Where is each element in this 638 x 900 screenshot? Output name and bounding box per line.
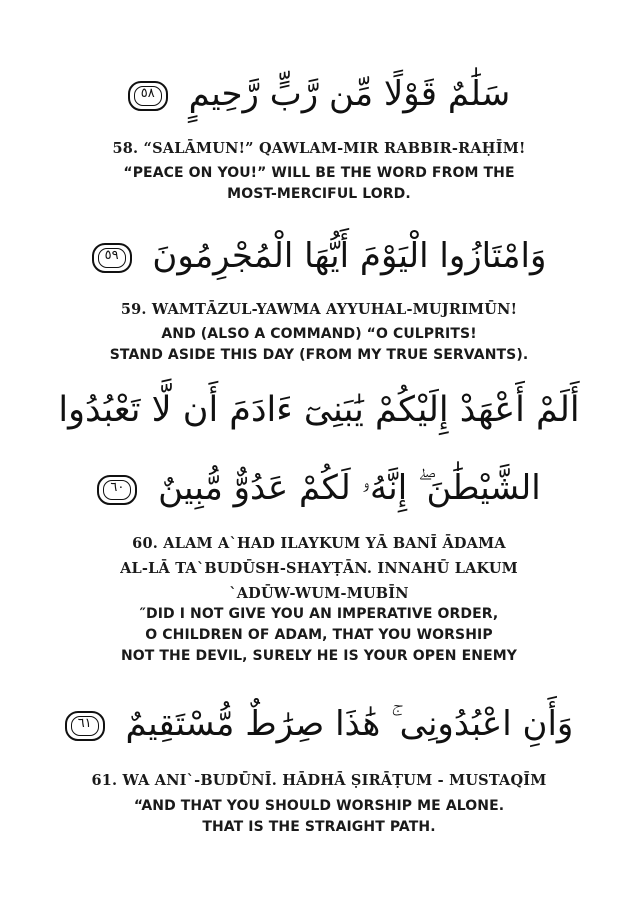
verse-59-arabic-text: وَامْتَازُوا الْيَوْمَ أَيُّهَا الْمُجْرِمُونَ: [152, 236, 547, 276]
translit-line: `ADŪW-WUM-MUBĪN: [229, 585, 409, 602]
verse-58-translation: [0, 163, 638, 205]
verse-61-arabic-text: وَأَنِ اعْبُدُونِى ۚ هَٰذَا صِرَٰطٌ مُّسْتَقِيمٌ: [125, 704, 574, 744]
verse-61: [0, 698, 638, 750]
translation-line: STAND ASIDE THIS DAY (FROM MY TRUE SERVANTS).: [109, 347, 529, 363]
translation-line: “AND THAT YOU SHOULD WORSHIP ME ALONE.: [133, 798, 505, 814]
verse-58-number: ٥٨: [140, 85, 155, 101]
verse-59-number: ٥٩: [104, 247, 119, 263]
translit-line: 59. WAMTĀZUL-YAWMA AYYUHAL-MUJRIMŪN!: [120, 301, 518, 318]
verse-60-arabic-text-1: أَلَمْ أَعْهَدْ إِلَيْكُمْ يَٰبَنِىٓ ءَادَمَ أَن لَّا تَعْبُدُوا: [58, 390, 580, 430]
verse-59-translation: [0, 324, 638, 366]
translit-line: 61. WA ANI`-BUDŪNĪ. HĀDHĀ ṢIRĀṬUM - MUSTAQĪM: [91, 772, 547, 789]
verse-60-arabic-line-2: [0, 462, 638, 514]
translation-line: THAT IS THE STRAIGHT PATH.: [202, 819, 436, 835]
translation-line: AND (ALSO A COMMAND) “O CULPRITS!: [161, 326, 477, 342]
verse-59-transliteration: [0, 299, 638, 321]
verse-60-number: ٦٠: [110, 479, 125, 495]
verse-number-marker-icon: [128, 81, 168, 111]
verse-58-arabic-text: سَلَٰمٌ قَوْلًا مِّن رَّبٍّ رَّحِيمٍ: [188, 74, 511, 114]
verse-60: [0, 384, 638, 436]
translit-line: 58. “SALĀMUN!” QAWLAM-MIR RABBIR-RAḤĪM!: [112, 140, 526, 157]
verse-58-transliteration: [0, 138, 638, 160]
verse-59: [0, 230, 638, 282]
verse-60-arabic-line-1: [0, 384, 638, 436]
verse-number-marker-icon: [97, 475, 137, 505]
verse-61-transliteration: [0, 770, 638, 792]
translit-line: AL-LĀ TA`BUDŪSH-SHAYṬĀN. INNAHŪ LAKUM: [120, 560, 518, 577]
verse-58: [0, 68, 638, 120]
verse-60-arabic-text-2: الشَّيْطَٰنَ ۖ إِنَّهُۥ لَكُمْ عَدُوٌّ مُّبِينٌ: [158, 468, 541, 508]
verse-58-arabic: [0, 68, 638, 120]
verse-number-marker-icon: [65, 711, 105, 741]
verse-number-marker-icon: [92, 243, 132, 273]
translation-line: “PEACE ON YOU!” WILL BE THE WORD FROM THE: [123, 165, 515, 181]
verse-61-number: ٦١: [77, 715, 92, 731]
verse-60-translation: [0, 604, 638, 667]
translation-line: ″DID I NOT GIVE YOU AN IMPERATIVE ORDER,: [139, 606, 499, 622]
verse-59-arabic: [0, 230, 638, 282]
translation-line: NOT THE DEVIL, SURELY HE IS YOUR OPEN ENEMY: [120, 648, 518, 664]
verse-60-continued: [0, 462, 638, 514]
translation-line: O CHILDREN OF ADAM, THAT YOU WORSHIP: [145, 627, 493, 643]
verse-60-transliteration: [0, 533, 638, 605]
translation-line: MOST-MERCIFUL LORD.: [227, 186, 411, 202]
verse-61-arabic: [0, 698, 638, 750]
verse-61-translation: [0, 796, 638, 838]
translit-line: 60. ALAM A`HAD ILAYKUM YĀ BANĪ ĀDAMA: [132, 535, 506, 552]
